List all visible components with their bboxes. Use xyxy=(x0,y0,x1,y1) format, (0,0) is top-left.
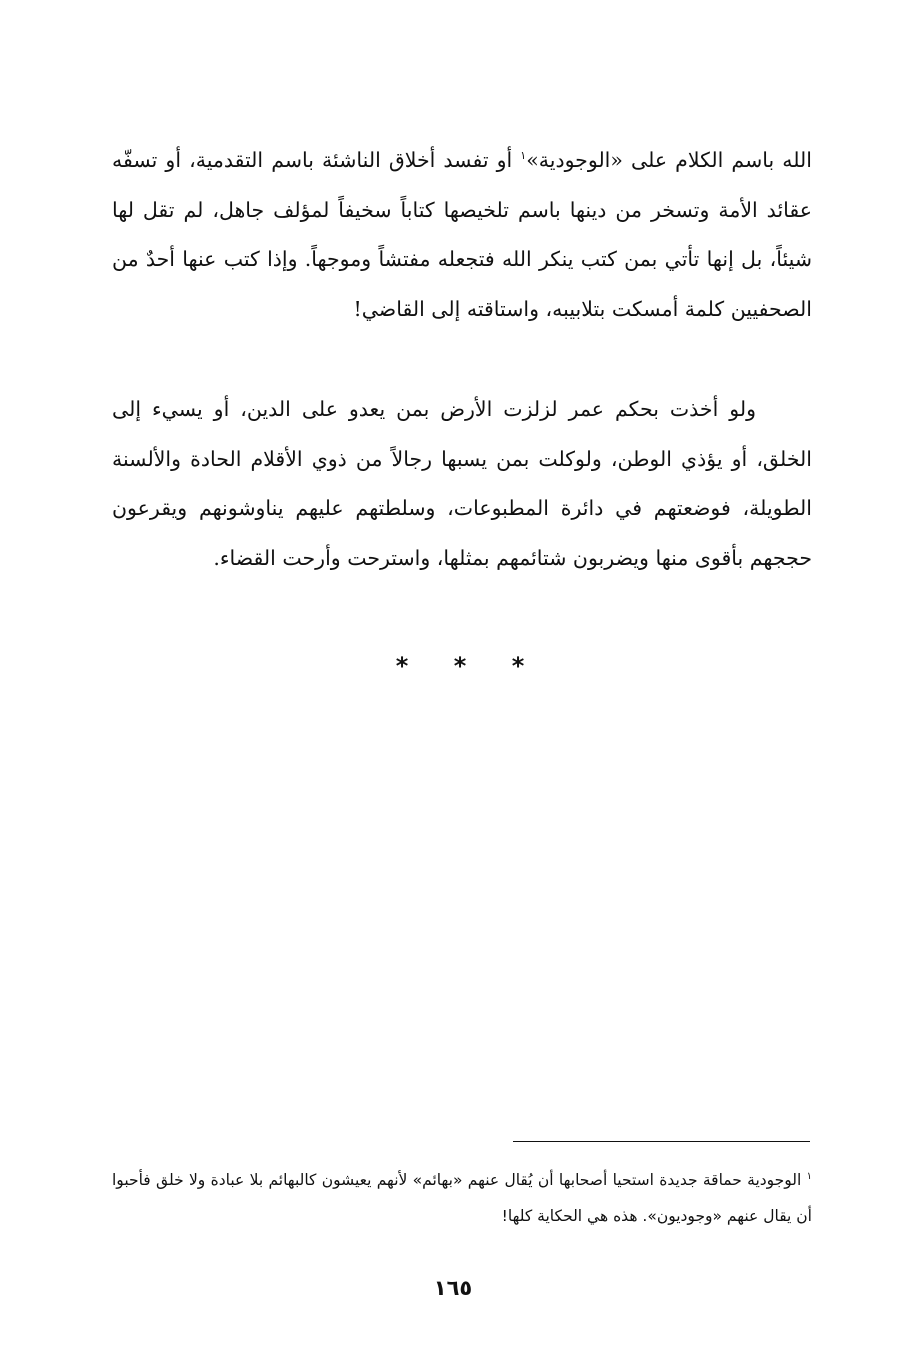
paragraph-2 xyxy=(112,385,812,583)
separator-asterisk: * xyxy=(511,652,525,680)
page-number: ١٦٥ xyxy=(433,1276,473,1300)
separator-asterisk: * xyxy=(395,652,409,680)
footnote xyxy=(112,1162,812,1234)
paragraph-2-text: ولو أخذت بحكم عمر لزلزت الأرض بمن يعدو على الدين، أو يسيء إلى الخلق، أو يؤذي الوطن، ولوكلت بمن يسبها رجالاً من ذوي الأقلام الحادة والألسنة الطويلة، فوضعتهم في دائرة المطبوعات، وسلطتهم عليهم يناوشونهم ويقرعون حججهم بأقوى منها ويضربون شتائمهم بمثلها، واسترحت وأرحت القضاء. xyxy=(112,397,812,570)
paragraph-1-text-after-note: أو تفسد أخلاق الناشئة باسم التقدمية، أو تسفّه عقائد الأمة وتسخر من دينها باسم تلخيصها كتاباً سخيفاً لمؤلف جاهل، لم تقل لها شيئاً، بل إنها تأتي بمن كتب ينكر الله فتجعله مفتشاً وموجهاً. وإذا كتب عنها أحدٌ من الصحفيين كلمة أمسكت بتلابيبه، واستاقته إلى القاضي! xyxy=(112,148,812,321)
footnote-text: الوجودية حماقة جديدة استحيا أصحابها أن يُقال عنهم «بهائم» لأنهم يعيشون كالبهائم بلا عبادة ولا خلق فأحبوا أن يقال عنهم «وجوديون». هذه هي الحكاية كلها! xyxy=(112,1171,812,1225)
footnote-marker: ١ xyxy=(806,1170,812,1182)
paragraph-1-text-before-note: الله باسم الكلام على «الوجودية» xyxy=(526,148,812,172)
separator-asterisk: * xyxy=(453,652,467,680)
footnote-reference-marker[interactable]: ١ xyxy=(520,149,527,163)
footnote-divider xyxy=(513,1141,810,1142)
section-separator xyxy=(390,648,530,684)
paragraph-1 xyxy=(112,136,812,334)
